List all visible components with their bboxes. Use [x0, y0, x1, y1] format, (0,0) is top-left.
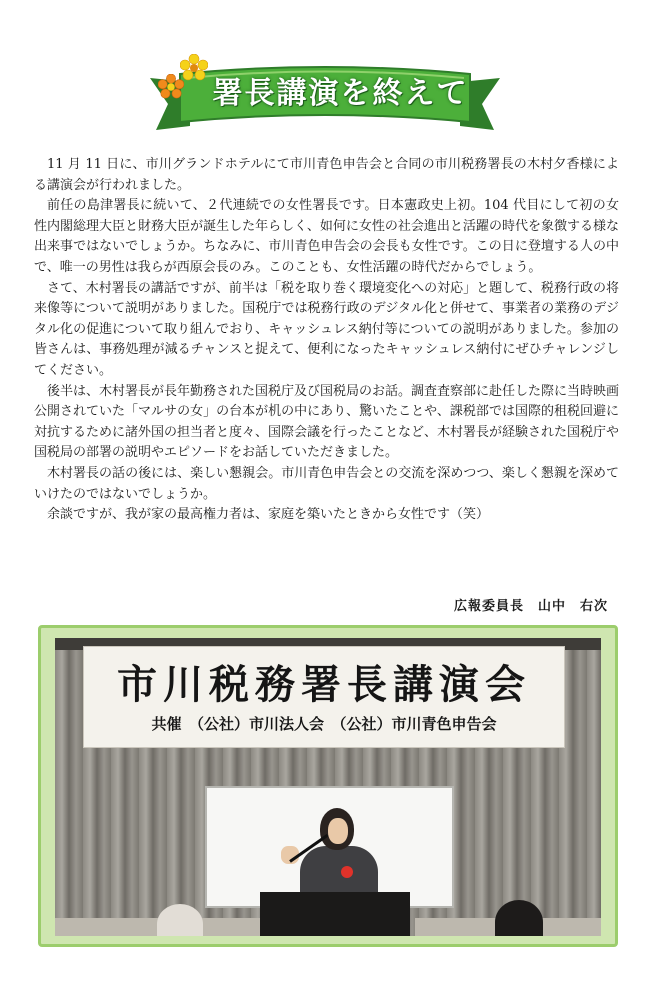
- title-banner: [150, 60, 500, 135]
- paragraph: 木村署長の話の後には、楽しい懇親会。市川青色申告会との交流を深めつつ、楽しく懇親を深めていけたのではないでしょうか。: [34, 465, 619, 502]
- podium: [260, 892, 410, 936]
- event-sign-subtitle: 共催 （公社）市川法人会 （公社）市川青色申告会: [151, 715, 497, 733]
- page-title: 署長講演を終えて: [212, 76, 469, 111]
- event-sign-title: 市川税務署長講演会: [117, 662, 531, 708]
- article-body: [34, 155, 619, 526]
- paragraph: さて、木村署長の講話ですが、前半は「税を取り巻く環境変化への対応」と題して、税務行政の将来像等について説明がありました。国税庁では税務行政のデジタル化と併せて、事業者の業務のデジタル化の促進について取り組んでおり、キャッシュレス納付等についての説明がありました。参加の皆さんは、事務処理が減るチャンスと捉えて、便利になったキャッシュレス納付にぜひチャレンジしてください。: [34, 280, 619, 378]
- paragraph: 前任の島津署長に続いて、２代連続での女性署長です。日本憲政史上初。104 代目にして初の女性内閣総理大臣と財務大臣が誕生した年らしく、如何に女性の社会進出と活躍の時代を象徴する様な出来事ではないでしょうか。ちなみに、市川青色申告会の会長も女性です。この日に登壇する人の中で、唯一の男性は我らが西原会長のみ。このことも、女性活躍の時代だからでしょう。: [34, 198, 619, 275]
- audience-head: [157, 904, 203, 936]
- paragraph: 後半は、木村署長が長年勤務された国税庁及び国税局のお話。調査査察部に赴任した際に当時映画公開されていた「マルサの女」の台本が机の中にあり、驚いたことや、課税部では国際的租税回避に対抗するために諸外国の担当者と度々、国際会議を行ったことなど、木村署長が経験された国税庁や国税局の部署の説明やエピソードをお話していただきました。: [34, 383, 620, 461]
- paragraph: 余談ですが、我が家の最高権力者は、家庭を築いたときから女性です（笑）: [47, 507, 490, 523]
- red-corsage: [341, 866, 353, 878]
- orange-flower-icon: [158, 74, 184, 100]
- photo-frame: [38, 625, 618, 947]
- author-signature: 広報委員長 山中 右次: [453, 599, 608, 614]
- lecture-photo: [55, 638, 601, 936]
- event-sign: [83, 646, 565, 748]
- speaker-face: [328, 818, 348, 844]
- paragraph: 11 月 11 日に、市川グランドホテルにて市川青色申告会と合同の市川税務署長の木村夕香様による講演会が行われました。: [34, 157, 619, 193]
- audience-head: [495, 900, 543, 936]
